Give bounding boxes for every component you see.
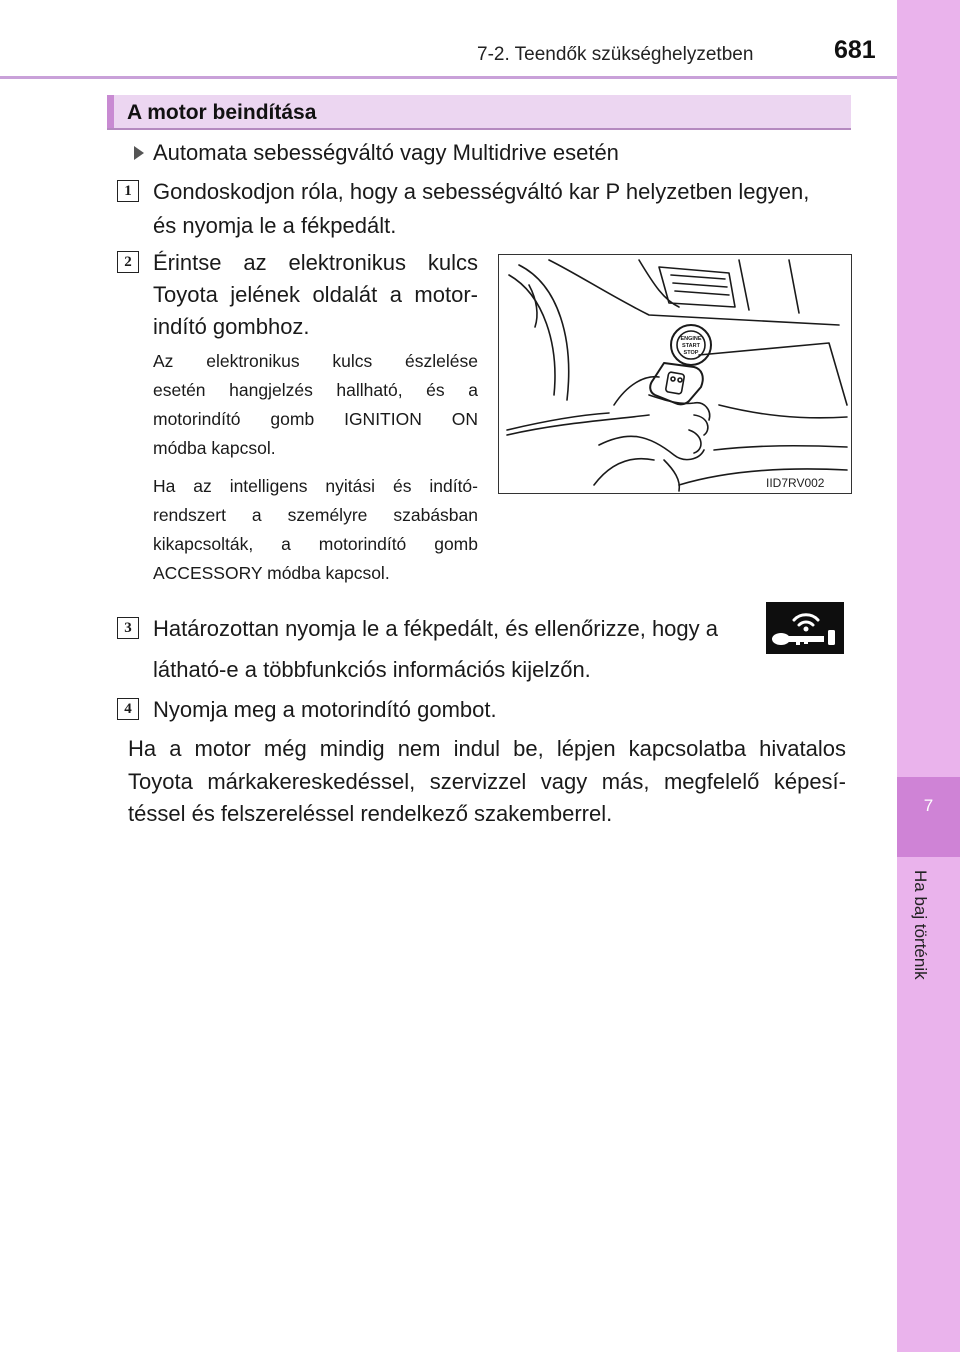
button-label-engine: ENGINE <box>680 336 702 342</box>
step-2-number: 2 <box>117 251 139 273</box>
note-2-line-2: rendszert a személyre szabásban <box>153 505 478 525</box>
step-3-line-2: látható-e a többfunkciós információs kijelzőn. <box>153 657 591 682</box>
step-4-number: 4 <box>117 698 139 720</box>
note-1-line-3: motorindító gomb IGNITION ON <box>153 409 478 429</box>
header-divider <box>0 76 897 79</box>
note-2-line-4: ACCESSORY módba kapcsol. <box>153 563 390 583</box>
step-4-line-1: Nyomja meg a motorindító gombot. <box>153 697 497 722</box>
final-paragraph-line-1: Ha a motor még mindig nem indul be, lépjen kapcsolatba hivatalos <box>128 736 846 761</box>
step-1-line-1: Gondoskodjon róla, hogy a sebességváltó kar P helyzetben legyen, <box>153 179 810 204</box>
final-paragraph-line-2: Toyota márkakereskedéssel, szervizzel vagy más, megfelelő képesí- <box>128 769 846 794</box>
note-1-line-4: módba kapcsol. <box>153 438 276 458</box>
step-1-line-2: és nyomja le a fékpedált. <box>153 213 397 238</box>
bullet-text: Automata sebességváltó vagy Multidrive esetén <box>153 140 619 165</box>
button-label-start: START <box>682 343 700 349</box>
section-heading-underline <box>107 128 851 130</box>
note-2-line-1: Ha az intelligens nyitási és indító- <box>153 476 478 496</box>
key-wireless-indicator-icon <box>766 602 844 654</box>
step-2-line-3: indító gombhoz. <box>153 314 310 339</box>
chapter-box <box>897 777 960 857</box>
note-1-line-2: esetén hangjelzés hallható, és a <box>153 380 478 400</box>
chapter-number: 7 <box>923 796 934 815</box>
button-label-stop: STOP <box>683 350 699 356</box>
bullet-arrow-icon <box>134 146 144 160</box>
step-3-line-1: Határozottan nyomja le a fékpedált, és ellenőrizze, hogy a <box>153 616 718 641</box>
chapter-title: Ha baj történik <box>911 870 930 980</box>
step-2-line-1: Érintse az elektronikus kulcs <box>153 250 478 275</box>
step-2-line-2: Toyota jelének oldalát a motor- <box>153 282 478 307</box>
page-number: 681 <box>834 36 876 64</box>
hand-key-button-drawing <box>499 255 850 492</box>
final-paragraph-line-3: téssel és felszereléssel rendelkező szakemberrel. <box>128 801 613 826</box>
note-1-line-1: Az elektronikus kulcs észlelése <box>153 351 478 371</box>
step-3-number: 3 <box>117 617 139 639</box>
header-section-path: 7-2. Teendők szükséghelyzetben <box>477 44 754 65</box>
step-1-number: 1 <box>117 180 139 202</box>
side-tab <box>897 0 960 1352</box>
engine-start-illustration <box>498 254 852 494</box>
illustration-code: IID7RV002 <box>766 476 825 490</box>
note-2-line-3: kikapcsolták, a motorindító gomb <box>153 534 478 554</box>
section-title: A motor beindítása <box>127 101 317 124</box>
